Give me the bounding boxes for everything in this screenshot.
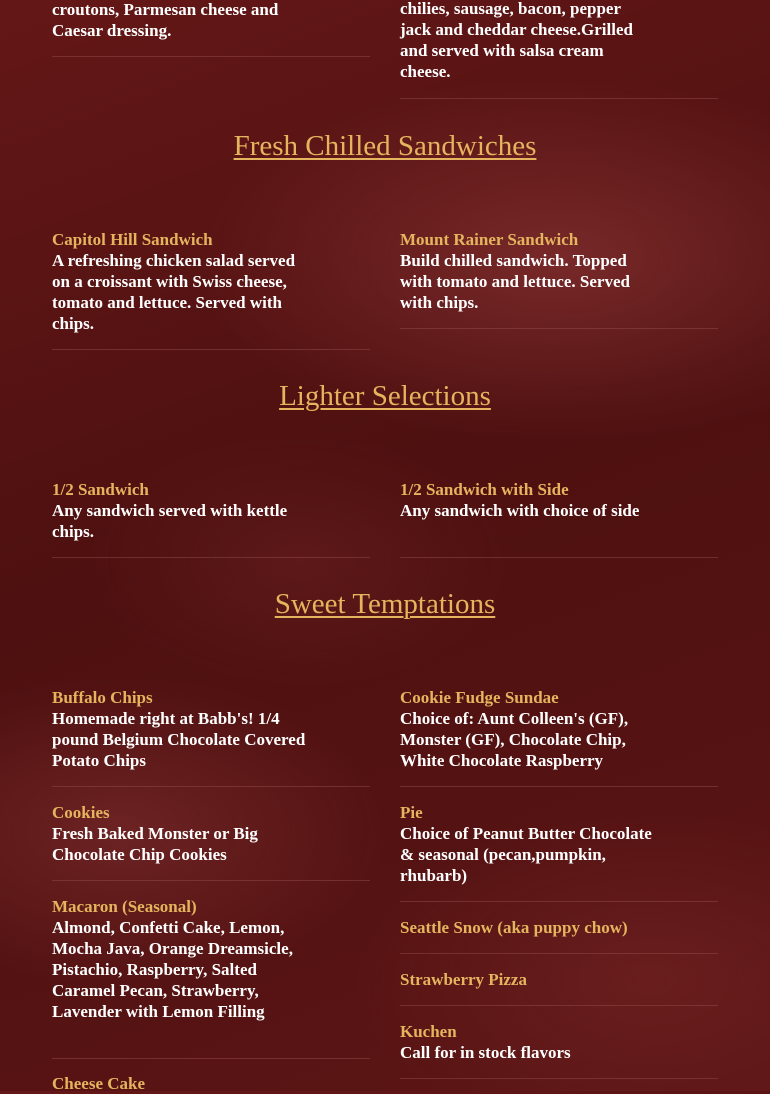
menu-item-half-sandwich-side: [400, 479, 718, 558]
menu-item-capitol-hill: [52, 229, 370, 350]
menu-item-kuchen: [400, 1021, 718, 1079]
item-description: Any sandwich with choice of side: [400, 501, 640, 520]
item-description: Almond, Confetti Cake, Lemon, Mocha Java, Orange Dreamsicle, Pistachio, Raspberry, Salted Caramel Pecan, Strawberry, Lavender with Lemon Filling: [52, 918, 293, 1021]
menu-item-cookie-fudge-sundae: [400, 687, 718, 787]
menu-item-cheese-cake: [52, 1073, 370, 1091]
section-title-sandwiches: Fresh Chilled Sandwiches: [233, 130, 537, 162]
item-name: Mount Rainer Sandwich: [400, 230, 579, 249]
menu-item-mount-rainer: [400, 229, 718, 329]
item-name: 1/2 Sandwich with Side: [400, 480, 569, 499]
item-name: Cheese Cake: [52, 1074, 146, 1093]
item-description: Build chilled sandwich. Topped with tomato and lettuce. Served with chips.: [400, 251, 630, 312]
item-description: Call for in stock flavors: [400, 1043, 571, 1062]
item-description: Fresh Baked Monster or Big Chocolate Chip Cookies: [52, 824, 258, 864]
item-description: Choice of Peanut Butter Chocolate & seasonal (pecan,pumpkin, rhubarb): [400, 824, 652, 885]
item-name: Seattle Snow (aka puppy chow): [400, 918, 628, 937]
item-description: Any sandwich served with kettle chips.: [52, 501, 288, 541]
item-description: croutons, Parmesan cheese and Caesar dressing.: [52, 0, 279, 40]
item-name: Strawberry Pizza: [400, 970, 527, 989]
section-title-sweet: Sweet Temptations: [274, 588, 496, 620]
menu-item-macaron: [52, 896, 370, 1059]
menu-item-seattle-snow: [400, 917, 718, 954]
section-title-lighter: Lighter Selections: [279, 380, 491, 412]
menu-item-half-sandwich: [52, 479, 370, 558]
item-name: Buffalo Chips: [52, 688, 153, 707]
item-description: Choice of: Aunt Colleen's (GF), Monster (GF), Chocolate Chip, White Chocolate Raspberry: [400, 709, 629, 770]
menu-item-cookies: [52, 802, 370, 881]
item-description: chilies, sausage, bacon, pepper jack and cheddar cheese.Grilled and served with salsa cream cheese.: [400, 0, 633, 81]
item-name: Cookie Fudge Sundae: [400, 688, 559, 707]
menu-item-buffalo-chips: [52, 687, 370, 787]
item-name: Cookies: [52, 803, 110, 822]
item-description: Homemade right at Babb's! 1/4 pound Belgium Chocolate Covered Potato Chips: [52, 709, 306, 770]
menu-item-strawberry-pizza: [400, 969, 718, 1006]
item-name: 1/2 Sandwich: [52, 480, 149, 499]
item-name: Kuchen: [400, 1022, 457, 1041]
item-name: Pie: [400, 803, 423, 822]
item-name: Capitol Hill Sandwich: [52, 230, 213, 249]
item-name: Macaron (Seasonal): [52, 897, 197, 916]
menu-item-pie: [400, 802, 718, 902]
menu-item-grilled: [400, 0, 718, 99]
menu-item-caesar: [52, 0, 370, 57]
item-description: A refreshing chicken salad served on a croissant with Swiss cheese, tomato and lettuce. Served with chips.: [52, 251, 296, 333]
